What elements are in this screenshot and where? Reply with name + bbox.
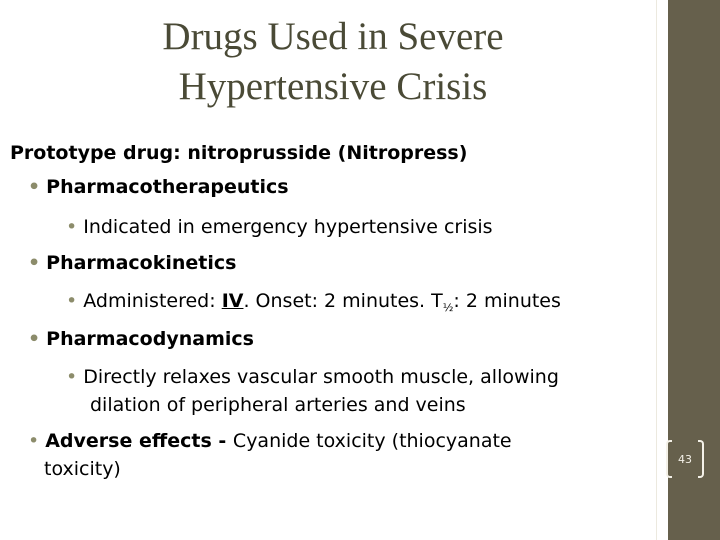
bullet-dynamics [66,366,559,388]
bullet-adverse-effects [28,430,512,452]
bullet-pharmacotherapeutics [28,176,289,198]
admin-prefix: Administered: [83,290,222,312]
prototype-heading: Prototype drug: nitroprusside (Nitropress) [10,142,468,164]
bullet-pharmacodynamics [28,328,254,350]
dynamics-line-1: Directly relaxes vascular smooth muscle, allowing [83,366,559,388]
bullet-administration [66,290,561,312]
slide-title [60,12,606,112]
bullet-icon: • [28,252,41,274]
pharmacokinetics-label: Pharmacokinetics [46,252,237,274]
pharmacotherapeutics-label: Pharmacotherapeutics [46,176,289,198]
bullet-icon: • [66,216,78,238]
pharmacodynamics-label: Pharmacodynamics [46,328,254,350]
title-line-1: Drugs Used in Severe [162,15,504,58]
adverse-text-line-2: toxicity) [44,458,121,480]
adverse-label: Adverse effects - [45,430,233,452]
bullet-icon: • [28,328,41,350]
bullet-icon: • [28,430,40,452]
bracket-left-icon [666,440,672,478]
bracket-right-icon [698,440,704,478]
bullet-indication [66,216,493,238]
bullet-pharmacokinetics [28,252,236,274]
slide-number-text: 43 [678,452,692,466]
bullet-icon: • [28,176,41,198]
admin-route: IV [221,290,244,312]
slide-number [666,440,704,478]
half-life-subscript: ½ [442,301,454,314]
title-line-2: Hypertensive Crisis [178,65,488,108]
admin-suffix: . Onset: 2 minutes. T [243,290,443,312]
dynamics-line-2: dilation of peripheral arteries and veins [90,394,466,416]
adverse-text: Cyanide toxicity (thiocyanate [232,430,512,452]
bullet-icon: • [66,366,78,388]
bullet-icon: • [66,290,78,312]
indication-text: Indicated in emergency hypertensive crisis [83,216,493,238]
half-life-suffix: : 2 minutes [453,290,561,312]
